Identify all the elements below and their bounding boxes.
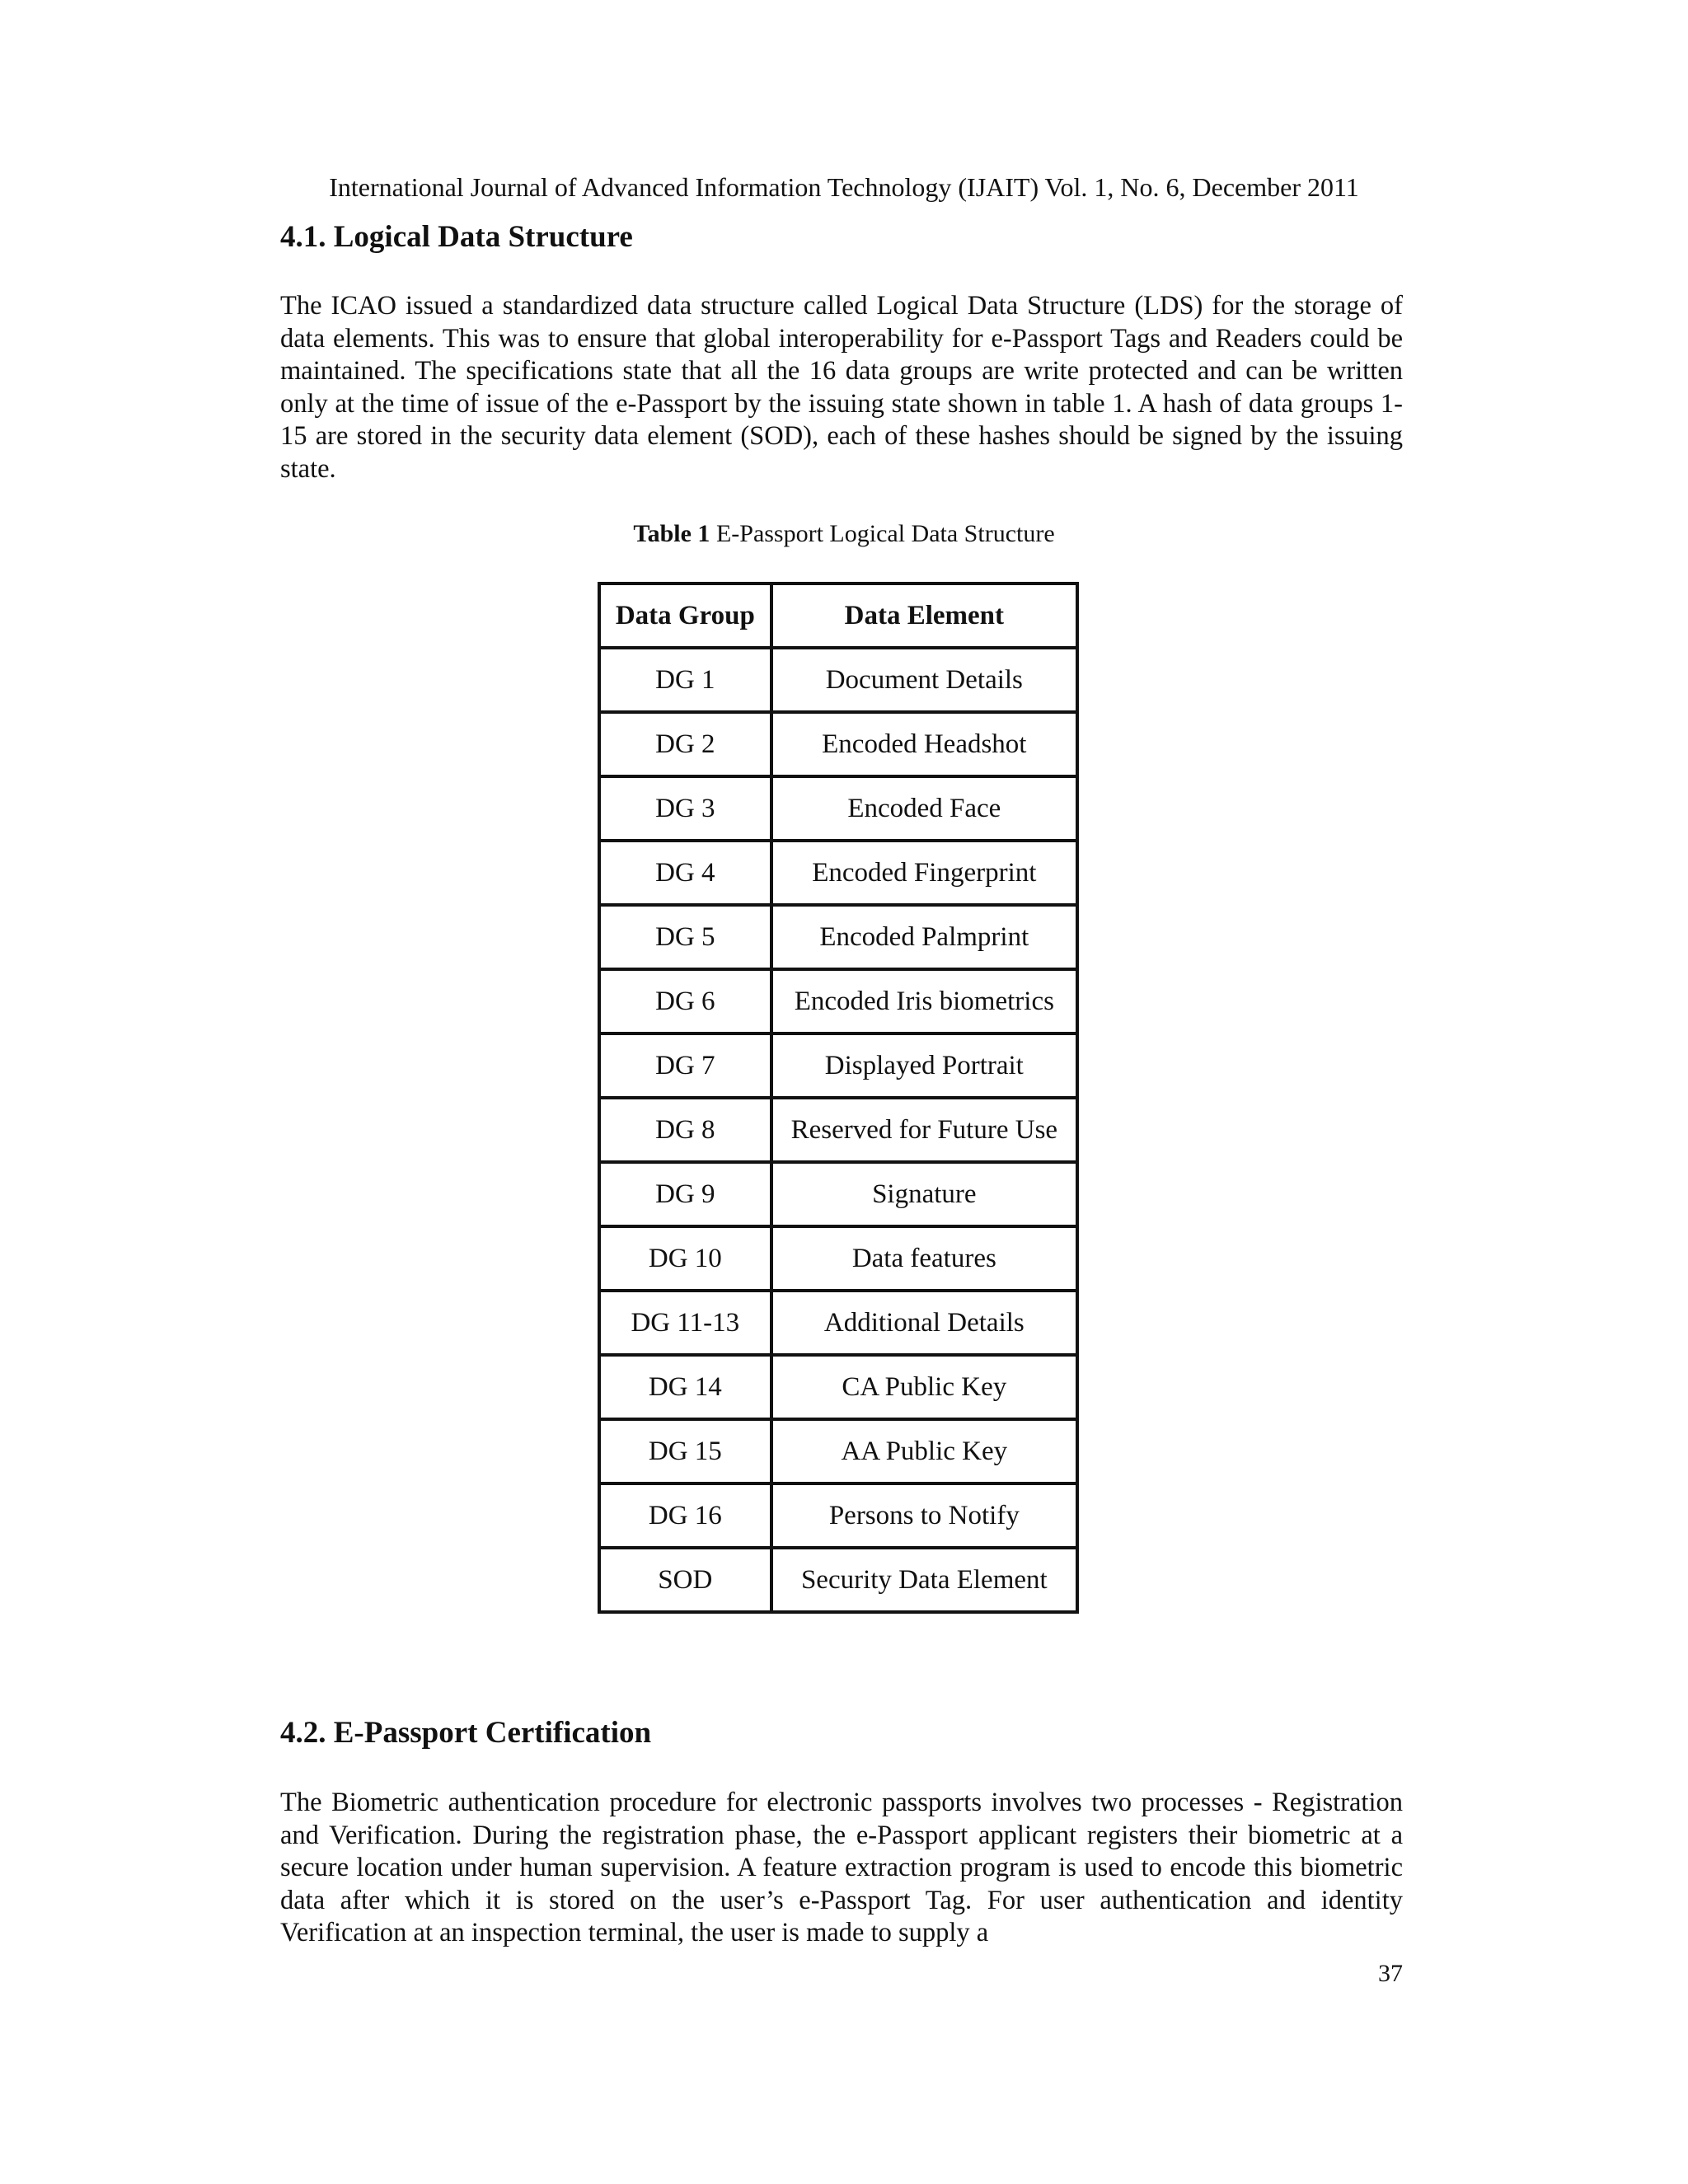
table-row [599,1355,1077,1419]
cell-data-group: DG 11-13 [599,1291,771,1355]
table-row [599,1548,1077,1612]
body-paragraph-lds: The ICAO issued a standardized data structure called Logical Data Structure (LDS) for the storage of data elements. This was to ensure that global interoperability for e-Passport Tags and Readers could be maintained. The specifications state that all the 16 data groups are write protected and can be written only at the time of issue of the e-Passport by the issuing state shown in table 1. A hash of data groups 1-15 are stored in the security data element (SOD), each of these hashes should be signed by the issuing state. [280,291,1403,484]
cell-data-group: DG 8 [599,1098,771,1162]
cell-data-element: Persons to Notify [771,1483,1077,1548]
table-row [599,969,1077,1033]
cell-data-element: Security Data Element [771,1548,1077,1612]
cell-data-element: Encoded Iris biometrics [771,969,1077,1033]
cell-data-element: Displayed Portrait [771,1033,1077,1098]
cell-data-group: DG 10 [599,1226,771,1291]
cell-data-group: DG 3 [599,776,771,841]
table-row [599,712,1077,776]
table-row [599,1098,1077,1162]
cell-data-group: DG 4 [599,841,771,905]
header-data-group: Data Group [599,583,771,648]
cell-data-group: DG 16 [599,1483,771,1548]
table-row [599,841,1077,905]
cell-data-group: DG 5 [599,905,771,969]
table-caption-text: E-Passport Logical Data Structure [715,520,1055,547]
header-data-element: Data Element [771,583,1077,648]
table-row [599,648,1077,712]
table-caption [0,518,1688,550]
lds-table [598,582,1079,1614]
table-row [599,1483,1077,1548]
table-row [599,1419,1077,1483]
cell-data-element: Encoded Face [771,776,1077,841]
cell-data-element: Signature [771,1162,1077,1226]
body-paragraph-certification: The Biometric authentication procedure for electronic passports involves two processes - Registration and Verification. During the registration phase, the e-Passport applicant registers their biometric at a secure location under human supervision. A feature extraction program is used to encode this biometric data after which it is stored on the user’s e-Passport Tag. For user authentication and identity Verification at an inspection terminal, the user is made to supply a [280,1788,1403,1948]
table-row [599,1291,1077,1355]
cell-data-element: Document Details [771,648,1077,712]
table-body [599,648,1077,1612]
cell-data-group: DG 6 [599,969,771,1033]
cell-data-group: SOD [599,1548,771,1612]
cell-data-element: AA Public Key [771,1419,1077,1483]
cell-data-element: Reserved for Future Use [771,1098,1077,1162]
table-row [599,1226,1077,1291]
page-number: 37 [1378,1960,1403,1987]
table-row [599,776,1077,841]
table-header-row [599,583,1077,648]
cell-data-group: DG 15 [599,1419,771,1483]
cell-data-group: DG 14 [599,1355,771,1419]
cell-data-group: DG 9 [599,1162,771,1226]
section-heading-e-passport-certification: 4.2. E-Passport Certification [280,1716,652,1750]
table-row [599,1033,1077,1098]
section-heading-logical-data-structure: 4.1. Logical Data Structure [280,220,633,254]
cell-data-element: Additional Details [771,1291,1077,1355]
table-row [599,905,1077,969]
cell-data-group: DG 2 [599,712,771,776]
running-header: International Journal of Advanced Information Technology (IJAIT) Vol. 1, No. 6, December 2011 [329,172,1359,202]
cell-data-group: DG 7 [599,1033,771,1098]
table-caption-label: Table 1 [633,520,710,547]
cell-data-element: Encoded Fingerprint [771,841,1077,905]
table-row [599,1162,1077,1226]
cell-data-element: Encoded Headshot [771,712,1077,776]
cell-data-element: CA Public Key [771,1355,1077,1419]
cell-data-element: Encoded Palmprint [771,905,1077,969]
cell-data-element: Data features [771,1226,1077,1291]
cell-data-group: DG 1 [599,648,771,712]
